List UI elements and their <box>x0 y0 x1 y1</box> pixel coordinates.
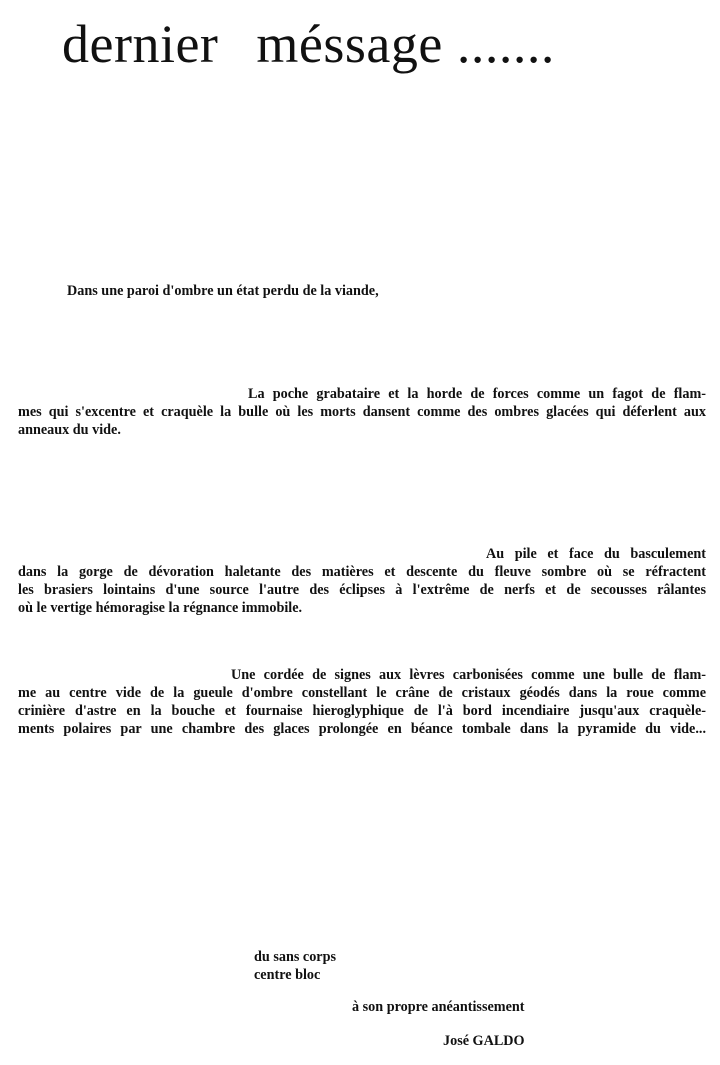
paragraph-3 <box>18 545 706 617</box>
page-title <box>62 14 555 74</box>
author-signature: José GALDO <box>443 1033 525 1049</box>
paragraph-2 <box>18 385 706 439</box>
paragraph-2-line: La poche grabataire et la horde de forces comme un fagot de flam- <box>248 386 706 402</box>
title-word-2: méssage ....... <box>256 14 555 74</box>
paragraph-2-line: anneaux du vide. <box>18 422 121 438</box>
paragraph-3-line: Au pile et face du basculement <box>486 546 706 562</box>
paragraph-3-line: où le vertige hémoragise la régnance immobile. <box>18 600 303 616</box>
closing-line-3: à son propre anéantissement <box>352 999 525 1015</box>
paragraph-3-line: dans la gorge de dévoration haletante des matières et descente du fleuve sombre où se réfractent <box>18 564 706 580</box>
paragraph-4-line: me au centre vide de la gueule d'ombre constellant le crâne de cristaux géodés dans la roue comme <box>18 685 706 701</box>
paragraph-4-line: ments polaires par une chambre des glaces prolongée en béance tombale dans la pyramide du vide... <box>18 721 706 737</box>
paragraph-3-line: les brasiers lointains d'une source l'autre des éclipses à l'extrême de nerfs et de secousses râlantes <box>18 582 706 598</box>
closing-line-1: du sans corps <box>254 949 337 965</box>
closing-line-2: centre bloc <box>254 967 321 983</box>
paragraph-4-line: Une cordée de signes aux lèvres carbonisées comme une bulle de flam- <box>231 667 706 683</box>
title-word-1: dernier <box>62 14 219 74</box>
paragraph-4 <box>18 666 706 738</box>
paragraph-2-line: mes qui s'excentre et craquèle la bulle où les morts dansent comme des ombres glacées qui déferlent aux <box>18 404 706 420</box>
paragraph-4-line: crinière d'astre en la bouche et fournaise hieroglyphique de l'à bord incendiaire jusqu'aux craquèle- <box>18 703 706 719</box>
paragraph-1: Dans une paroi d'ombre un état perdu de la viande, <box>67 283 379 299</box>
